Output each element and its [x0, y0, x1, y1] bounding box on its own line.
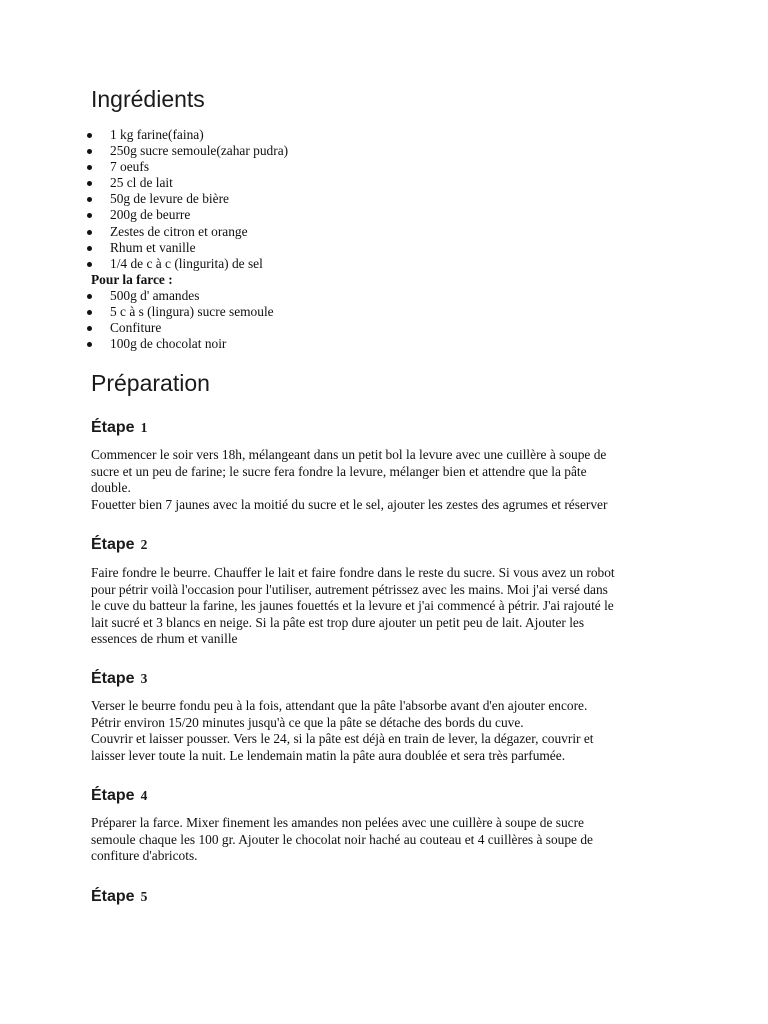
step-word: Étape — [91, 670, 135, 687]
list-item: Zestes de citron et orange — [0, 224, 288, 240]
bullet-icon — [87, 197, 92, 202]
list-item: 100g de chocolat noir — [0, 336, 288, 352]
step-1-title — [91, 412, 147, 439]
bullet-icon — [87, 246, 92, 251]
step-5-title — [91, 881, 147, 908]
bullet-icon — [87, 133, 92, 138]
step-number: 2 — [140, 537, 148, 552]
bullet-icon — [87, 230, 92, 235]
step-2-text: Faire fondre le beurre. Chauffer le lait et faire fondre dans le reste du sucre. Si vous avez un robot pour pétrir voilà l'occasion pour l'utiliser, autrement pétrissez avec les mains. Moi j'ai versé dans le cuve du batteur la farine, les jaunes fouettés et la levure et j'ai commencé à pétrir. J'ai rajouté le lait sucré et 3 blancs en neige. Si la pâte est trop dure ajouter un petit peu de lait. Ajouter les essences de rhum et vanille — [91, 565, 615, 647]
list-item: 50g de levure de bière — [0, 191, 288, 207]
step-number: 5 — [140, 889, 148, 904]
step-2-title — [91, 529, 147, 556]
preparation-title: Préparation — [91, 370, 210, 396]
list-item: 500g d' amandes — [0, 288, 288, 304]
stuffing-subheading: Pour la farce : — [91, 271, 173, 287]
step-1-text: Commencer le soir vers 18h, mélangeant dans un petit bol la levure avec une cuillère à soupe de sucre et un peu de farine; le sucre fera fondre la levure, mélanger bien et attendre que la pâte double. Fouetter bien 7 jaunes avec la moitié du sucre et le sel, ajouter les zestes des agrumes et réserver — [91, 447, 608, 512]
ingredients-list — [0, 127, 288, 352]
bullet-icon — [87, 294, 92, 299]
step-3-title — [91, 663, 147, 690]
bullet-icon — [87, 310, 92, 315]
step-word: Étape — [91, 787, 135, 804]
ingredients-title: Ingrédients — [91, 86, 205, 112]
step-number: 3 — [140, 671, 148, 686]
bullet-icon — [87, 262, 92, 267]
bullet-icon — [87, 326, 92, 331]
bullet-icon — [87, 165, 92, 170]
step-word: Étape — [91, 536, 135, 553]
bullet-icon — [87, 181, 92, 186]
list-item: 1/4 de c à c (lingurita) de sel — [0, 256, 288, 272]
step-4-title — [91, 780, 147, 807]
step-4-text: Préparer la farce. Mixer finement les amandes non pelées avec une cuillère à soupe de sucre semoule chaque les 100 gr. Ajouter le chocolat noir haché au couteau et 4 cuillères à soupe de confiture d'abricots. — [91, 815, 593, 864]
list-item: Confiture — [0, 320, 288, 336]
step-number: 4 — [140, 788, 148, 803]
list-item: 200g de beurre — [0, 207, 288, 223]
list-item: 25 cl de lait — [0, 175, 288, 191]
step-3-text: Verser le beurre fondu peu à la fois, attendant que la pâte l'absorbe avant d'en ajouter encore. Pétrir environ 15/20 minutes jusqu'à ce que la pâte se détache des bords du cuve. Couvrir et laisser pousser. Vers le 24, si la pâte est déjà en train de lever, la dégazer, couvrir et laisser lever toute la nuit. Le lendemain matin la pâte aura doublée et sera très parfumée. — [91, 698, 594, 763]
list-item: Rhum et vanille — [0, 240, 288, 256]
list-item: 5 c à s (lingura) sucre semoule — [0, 304, 288, 320]
list-item: 1 kg farine(faina) — [0, 127, 288, 143]
step-word: Étape — [91, 888, 135, 905]
bullet-icon — [87, 213, 92, 218]
step-word: Étape — [91, 419, 135, 436]
list-item: 250g sucre semoule(zahar pudra) — [0, 143, 288, 159]
bullet-icon — [87, 149, 92, 154]
bullet-icon — [87, 342, 92, 347]
list-item: 7 oeufs — [0, 159, 288, 175]
step-number: 1 — [140, 420, 148, 435]
